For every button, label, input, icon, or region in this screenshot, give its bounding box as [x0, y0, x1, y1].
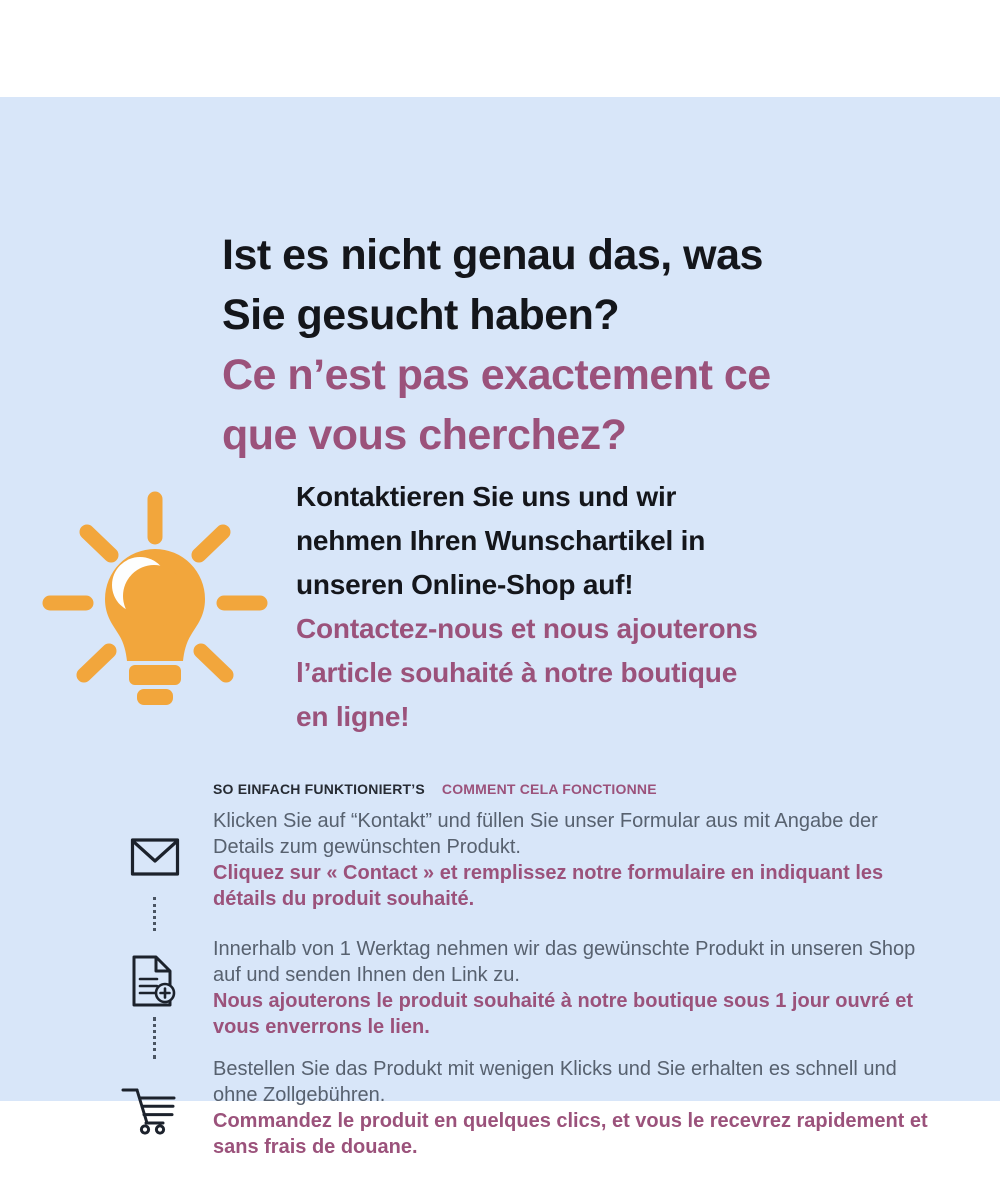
lightbulb-icon: [40, 485, 270, 725]
step-text-fr: Nous ajouterons le produit souhaité à notre boutique sous 1 jour ouvré et vous enverrons le lien.: [213, 990, 914, 1038]
document-add-icon: [128, 953, 176, 1011]
step-text-fr: Cliquez sur « Contact » et remplissez notre formulaire en indiquant les détails du produit souhaité.: [213, 862, 884, 910]
headline-de-line: Sie gesucht haben?: [222, 291, 620, 339]
shopping-cart-icon: [118, 1083, 178, 1135]
subtitle-de-line: unseren Online-Shop auf!: [296, 569, 634, 600]
headline-fr-line: Ce n’est pas exactement ce: [222, 351, 771, 399]
subtitle-fr-line: en ligne!: [296, 701, 410, 732]
step-text-fr: Commandez le produit en quelques clics, et vous le recevrez rapidement et sans frais de douane.: [213, 1110, 928, 1158]
how-it-works-heading-fr: COMMENT CELA FONCTIONNE: [441, 781, 657, 797]
step-text-de: Bestellen Sie das Produkt mit wenigen Klicks und Sie erhalten es schnell und ohne Zollgebühren.: [213, 1058, 897, 1106]
headline-de-line: Ist es nicht genau das, was: [222, 231, 763, 279]
dotted-connector: [153, 1017, 156, 1059]
step-3: [213, 1056, 943, 1160]
headline: [222, 225, 771, 465]
step-text-de: Innerhalb von 1 Werktag nehmen wir das gewünschte Produkt in unseren Shop auf und senden Ihnen den Link zu.: [213, 938, 916, 986]
envelope-icon: [130, 837, 180, 877]
step-2: [213, 936, 943, 1040]
subtitle-fr-line: l’article souhaité à notre boutique: [296, 657, 738, 688]
headline-fr-line: que vous cherchez?: [222, 411, 627, 459]
how-it-works-heading: [213, 781, 657, 797]
step-text-de: Klicken Sie auf “Kontakt” und füllen Sie unser Formular aus mit Angabe der Details zum gewünschten Produkt.: [213, 810, 878, 858]
subtitle-de-line: Kontaktieren Sie uns und wir: [296, 481, 677, 512]
blue-panel: [0, 97, 1000, 1158]
how-it-works-heading-de: SO EINFACH FUNKTIONIERT’S: [213, 781, 425, 797]
step-1: [213, 808, 943, 912]
subtitle-de-line: nehmen Ihren Wunschartikel in: [296, 525, 706, 556]
subtitle-fr-line: Contactez-nous et nous ajouterons: [296, 613, 758, 644]
dotted-connector: [153, 897, 156, 931]
subtitle: [296, 475, 758, 739]
